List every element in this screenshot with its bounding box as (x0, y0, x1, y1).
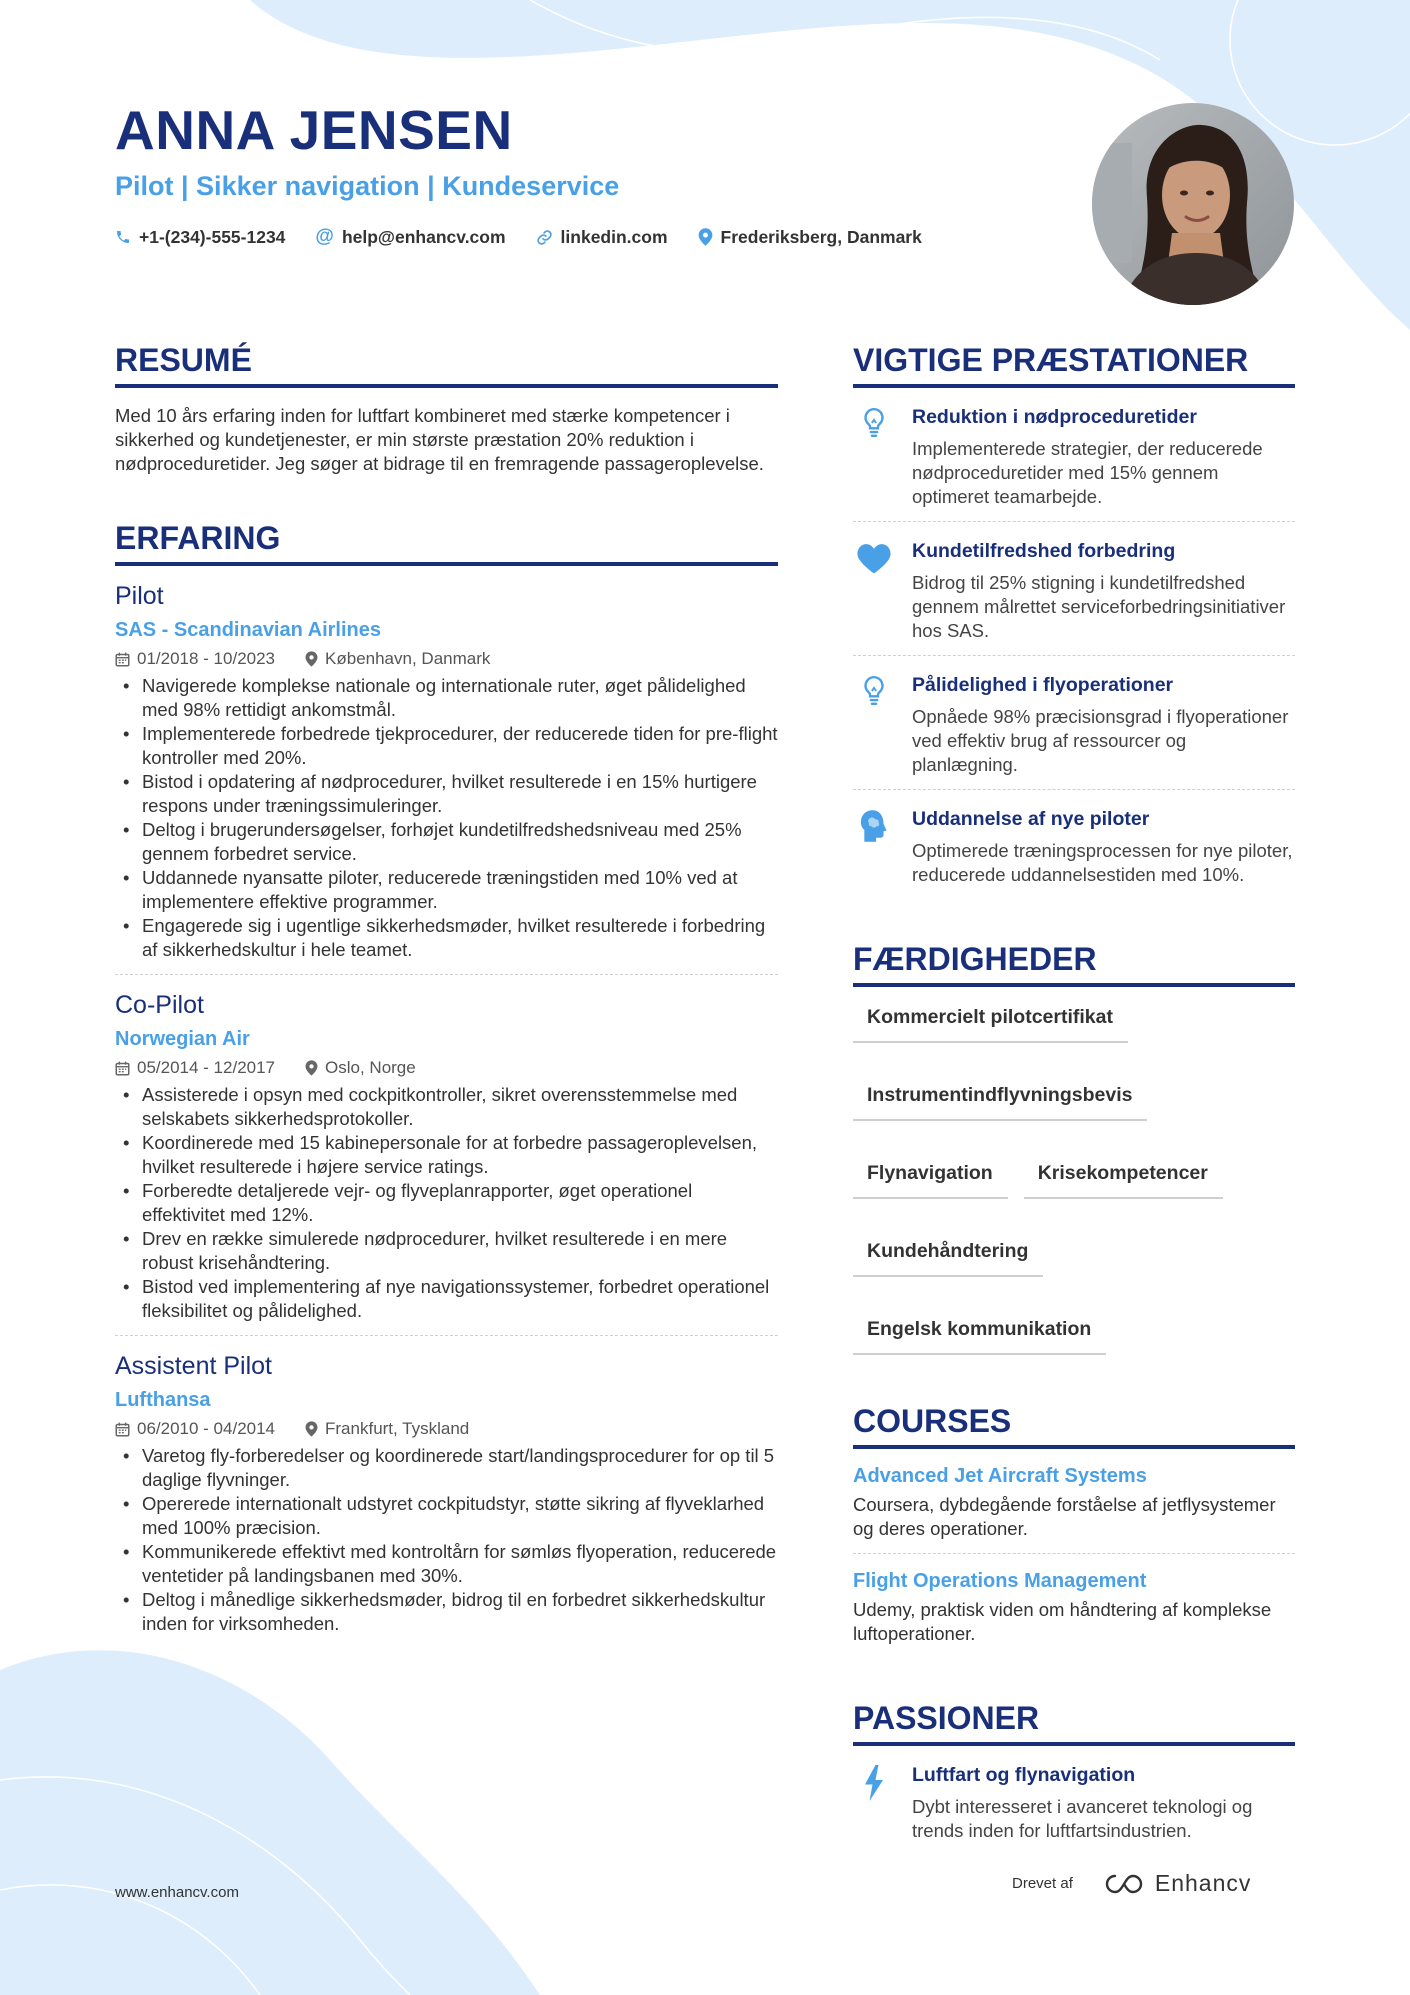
location-pin-icon (305, 651, 318, 667)
job-bullet: • Bistod i opdatering af nødprocedurer, hvilket resulterede i en 15% hurtigere respons under træningssimuleringer. (115, 770, 778, 818)
head-icon (858, 809, 890, 843)
skill-tag: Kommercielt pilotcertifikat (853, 1001, 1128, 1043)
achievement-desc: Opnåede 98% præcisionsgrad i flyoperationer ved effektiv brug af ressourcer og planlægning. (912, 706, 1289, 775)
at-icon: @ (315, 226, 334, 247)
skill-tag: Engelsk kommunikation (853, 1313, 1106, 1355)
summary-text: Med 10 års erfaring inden for luftfart kombineret med stærke kompetencer i sikkerhed og kundetjenester, er min største præstation 20% reduktion i nødproceduretider. Jeg søger at bidrage til en fremragende passageroplevelse. (115, 405, 764, 474)
achievement-title: Reduktion i nødproceduretider (912, 406, 1197, 428)
achievement-title: Uddannelse af nye piloter (912, 808, 1150, 830)
calendar-icon (115, 1061, 130, 1076)
experience-divider (115, 974, 778, 975)
job-location-text: København, Danmark (325, 649, 491, 668)
resume-header (115, 98, 1015, 248)
skills-section-title: FÆRDIGHEDER (853, 939, 1295, 987)
calendar-icon (115, 1422, 130, 1437)
candidate-tagline: Pilot | Sikker navigation | Kundeservice (115, 171, 620, 201)
company-name: Lufthansa (115, 1389, 211, 1411)
location-text: Frederiksberg, Danmark (720, 226, 922, 247)
job-title: Assistent Pilot (115, 1352, 273, 1380)
skill-tag: Krisekompetencer (1024, 1157, 1223, 1199)
achievement-desc: Optimerede træningsprocessen for nye piloter, reducerede uddannelsestiden med 10%. (912, 840, 1293, 885)
job-location-text: Frankfurt, Tyskland (325, 1419, 470, 1438)
background-shape-bottom (0, 1640, 620, 1995)
contact-email[interactable] (315, 226, 505, 248)
lightning-icon (863, 1765, 885, 1801)
email-text: help@enhancv.com (341, 226, 506, 247)
course-title: Flight Operations Management (853, 1570, 1147, 1592)
achievement-item (853, 522, 1295, 655)
job-bullets (115, 1444, 778, 1636)
skill-tag: Instrumentindflyvningsbevis (853, 1079, 1147, 1121)
job-bullet: • Uddannede nyansatte piloter, reducerede træningstiden med 10% ved at implementere effektive programmer. (115, 866, 778, 914)
job-location-text: Oslo, Norge (325, 1058, 416, 1077)
job-location (305, 648, 490, 670)
job-bullet: • Assisterede i opsyn med cockpitkontroller, sikret overensstemmelse med selskabets sikkerhedsprotokoller. (115, 1083, 778, 1131)
job-bullet: • Kommunikerede effektivt med kontroltårn for sømløs flyoperation, reducerede ventetider på landingsbanen med 30%. (115, 1540, 778, 1588)
job-bullet: • Drev en række simulerede nødprocedurer, hvilket resulterede i en mere robust krisehåndtering. (115, 1227, 778, 1275)
courses-section-title: COURSES (853, 1401, 1295, 1449)
lightbulb-icon (861, 675, 887, 707)
brand-logo[interactable] (1101, 1870, 1252, 1897)
company-name: Norwegian Air (115, 1028, 250, 1050)
achievement-item (853, 388, 1295, 521)
job-bullet: • Forberedte detaljerede vejr- og flyveplanrapporter, øget operationel effektivitet med 12%. (115, 1179, 778, 1227)
job-title: Pilot (115, 582, 164, 610)
job-dates-text: 06/2010 - 04/2014 (137, 1419, 276, 1438)
achievements-section-title: VIGTIGE PRÆSTATIONER (853, 340, 1295, 388)
experience-item (115, 1350, 778, 1636)
lightbulb-icon (861, 407, 887, 439)
job-meta (115, 1418, 778, 1440)
contact-phone[interactable] (115, 226, 285, 248)
experience-section-title: ERFARING (115, 518, 778, 566)
achievement-desc: Implementerede strategier, der reducerede nødproceduretider med 15% gennem optimeret teamarbejde. (912, 438, 1263, 507)
experience-item (115, 580, 778, 975)
summary-section-title: RESUMÉ (115, 340, 778, 388)
course-item (853, 1449, 1295, 1553)
job-bullet: • Navigerede komplekse nationale og internationale ruter, øget pålidelighed med 98% rettidigt ankomstmål. (115, 674, 778, 722)
job-bullet: • Implementerede forbedrede tjekprocedurer, der reducerede tiden for pre-flight kontroller med 20%. (115, 722, 778, 770)
company-name: SAS - Scandinavian Airlines (115, 619, 382, 641)
job-bullet: • Koordinerede med 15 kabinepersonale for at forbedre passageroplevelsen, hvilket resulterede i højere service ratings. (115, 1131, 778, 1179)
passion-item (853, 1746, 1295, 1855)
achievement-title: Kundetilfredshed forbedring (912, 540, 1176, 562)
enhancv-logo-icon (1101, 1872, 1147, 1896)
calendar-icon (115, 652, 130, 667)
course-desc: Coursera, dybdegående forståelse af jetflysystemer og deres operationer. (853, 1494, 1276, 1539)
right-column (853, 340, 1295, 1855)
job-location (305, 1418, 469, 1440)
skills-list (853, 1001, 1295, 1355)
job-dates-text: 01/2018 - 10/2023 (137, 649, 276, 668)
job-bullet: • Deltog i månedlige sikkerhedsmøder, bidrog til en forbedret sikkerhedskultur inden for virksomheden. (115, 1588, 778, 1636)
profile-photo (1092, 103, 1294, 305)
passion-title: Luftfart og flynavigation (912, 1764, 1136, 1786)
contact-row (115, 226, 1015, 248)
job-bullet: • Bistod ved implementering af nye navigationssystemer, forbedret operationel fleksibilitet og pålidelighed. (115, 1275, 778, 1323)
job-meta (115, 1057, 778, 1079)
job-location (305, 1057, 416, 1079)
passions-section-title: PASSIONER (853, 1698, 1295, 1746)
course-item (853, 1554, 1295, 1658)
phone-text: +1-(234)-555-1234 (139, 226, 286, 247)
skill-tag: Kundehåndtering (853, 1235, 1043, 1277)
job-bullet: • Opererede internationalt udstyret cockpitudstyr, støtte sikring af flyveklarhed med 100% præcision. (115, 1492, 778, 1540)
job-dates (115, 648, 275, 670)
link-icon (536, 229, 553, 246)
job-bullet: • Deltog i brugerundersøgelser, forhøjet kundetilfredshedsniveau med 25% gennem forbedret service. (115, 818, 778, 866)
passion-desc: Dybt interesseret i avanceret teknologi og trends inden for luftfartsindustrien. (912, 1796, 1253, 1841)
job-dates (115, 1057, 275, 1079)
job-bullets (115, 674, 778, 962)
skill-tag: Flynavigation (853, 1157, 1008, 1199)
footer-website[interactable]: www.enhancv.com (115, 1884, 239, 1901)
job-dates-text: 05/2014 - 12/2017 (137, 1058, 276, 1077)
experience-item (115, 989, 778, 1336)
achievement-title: Pålidelighed i flyoperationer (912, 674, 1174, 696)
experience-divider (115, 1335, 778, 1336)
job-title: Co-Pilot (115, 991, 204, 1019)
contact-linkedin[interactable] (536, 226, 668, 248)
job-bullet: • Engagerede sig i ugentlige sikkerhedsmøder, hvilket resulterede i forbedring af sikkerhedskultur i hele teamet. (115, 914, 778, 962)
left-column (115, 340, 778, 1636)
heart-icon (855, 541, 893, 575)
course-title: Advanced Jet Aircraft Systems (853, 1465, 1147, 1487)
phone-icon (115, 229, 131, 245)
location-pin-icon (305, 1060, 318, 1076)
achievement-desc: Bidrog til 25% stigning i kundetilfredshed gennem målrettet serviceforbedringsinitiativer hos SAS. (912, 572, 1286, 641)
job-dates (115, 1418, 275, 1440)
job-bullet: • Varetog fly-forberedelser og koordinerede start/landingsprocedurer for op til 5 daglige flyvninger. (115, 1444, 778, 1492)
location-pin-icon (305, 1421, 318, 1437)
achievement-item (853, 656, 1295, 789)
linkedin-text: linkedin.com (560, 226, 668, 247)
contact-location (698, 226, 922, 248)
footer-branding (1012, 1870, 1251, 1897)
job-meta (115, 648, 778, 670)
candidate-name: ANNA JENSEN (115, 99, 513, 161)
powered-by-text: Drevet af (1012, 1875, 1073, 1892)
location-pin-icon (698, 228, 713, 246)
job-bullets (115, 1083, 778, 1323)
brand-name: Enhancv (1154, 1870, 1252, 1896)
course-desc: Udemy, praktisk viden om håndtering af komplekse luftoperationer. (853, 1599, 1272, 1644)
achievement-item (853, 790, 1295, 899)
